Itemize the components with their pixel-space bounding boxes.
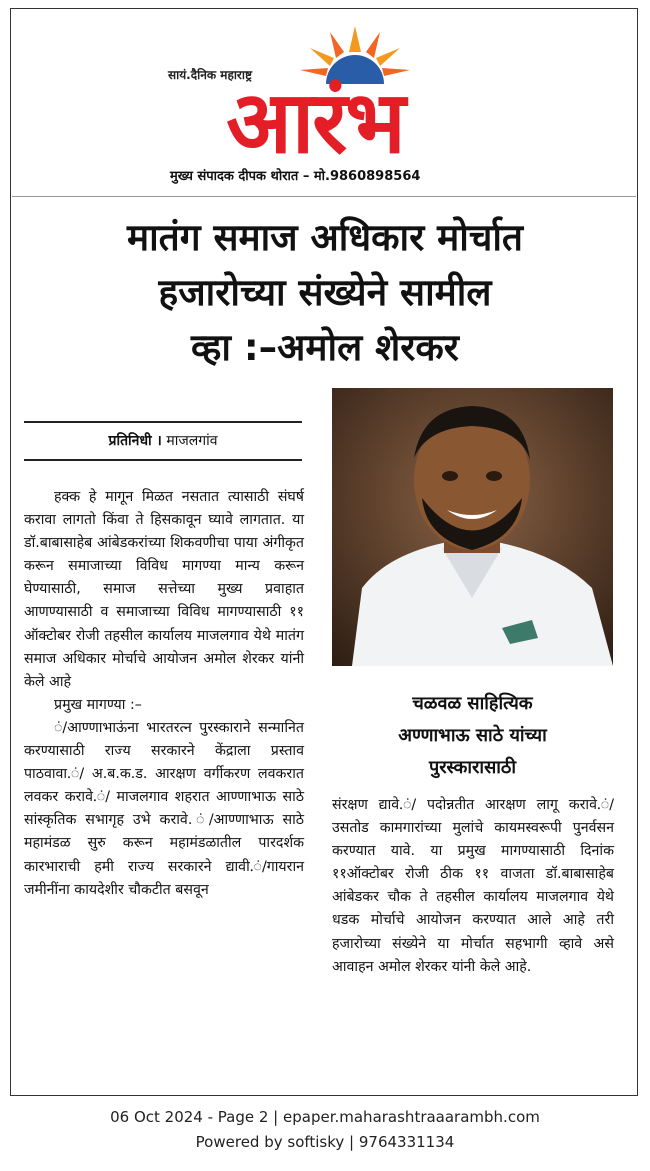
headline-line: हजारोच्या संख्येने सामील xyxy=(158,271,492,314)
byline-rule-top xyxy=(24,421,302,423)
body-paragraph: संरक्षण द्यावे.ं/ पदोन्नतीत आरक्षण लागू करावे.ं/उसतोड कामगारांच्या मुलांचे कायमस्वरूपी पुनर्वसन करण्यात यावे. या प्रमुख मागण्यासाठी दिनांक ११ऑक्टोबर रोजी ठीक ११ वाजता डॉ.बाबासाहेब आंबेडकर चौक ते तहसील कार्यालय माजलगाव येथे धडक मोर्चाचे आयोजन करण्यात आले आहे तरी हजारोच्या संख्येने या मोर्चात सहभागी व्हावे असे आवाहन अमोल शेरकर यांनी केले आहे. xyxy=(332,797,614,975)
body-paragraph: हक्क हे मागून मिळत नसतात त्यासाठी संघर्ष करावा लागतो किंवा ते हिसकावून घ्यावे लागतात. या डॉ.बाबासाहेब आंबेडकरांच्या शिकवणीचा पाया अंगीकृत करून समाजाच्या विविध मागण्या मान्य करून घेण्यासाठी, समाज सत्तेच्या मुख्य प्रवाहात आणण्यासाठी व समाजाच्या विविध मागण्यासाठी ११ ऑक्टोबर रोजी तहसील कार्यालय माजलगाव येथे मातंग समाज अधिकार मोर्चाचे आयोजन अमोल शेरकर यांनी केले आहे xyxy=(24,489,304,690)
article-photo xyxy=(332,388,613,666)
headline-line: मातंग समाज अधिकार मोर्चात xyxy=(126,216,524,259)
body-paragraph: ं/आण्णाभाऊंना भारतरत्न पुरस्काराने सन्मानित करण्यासाठी राज्य सरकारने केंद्राला प्रस्ताव पाठवावा.ं/ अ.ब.क.ड. आरक्षण वर्गीकरण लवकरात लवकर करावे.ं/ माजलगाव शहरात आण्णाभाऊ साठे सांस्कृतिक सभागृह उभे करावे. ं/आण्णाभाऊ साठे महामंडळ सुरु करून महामंडळातील पारदर्शक कारभाराची हमी राज्य सरकारने द्यावी.ं/गायरान जमीनींना कायदेशीर चौकटीत बसवून xyxy=(24,719,304,898)
byline-rule-bottom xyxy=(24,459,302,461)
headline-line: व्हा :–अमोल शेरकर xyxy=(191,326,459,369)
caption-line: अण्णाभाऊ साठे यांच्या xyxy=(398,725,547,746)
masthead-divider xyxy=(12,196,636,197)
caption-line: चळवळ साहित्यिक xyxy=(412,693,533,714)
photo-caption xyxy=(332,688,613,784)
footer-line-2: Powered by softisky | 9764331134 xyxy=(195,1133,455,1151)
byline-label: प्रतिनिधी । xyxy=(108,433,162,449)
byline xyxy=(24,431,302,450)
editor-line: मुख्य संपादक दीपक थोरात – मो.9860898564 xyxy=(170,169,421,184)
footer-line-1: 06 Oct 2024 - Page 2 | epaper.maharashtraaarambh.com xyxy=(110,1108,540,1126)
article-headline xyxy=(20,210,630,375)
masthead-tagline: सायं.दैनिक महाराष्ट्र xyxy=(168,68,252,82)
demands-heading: प्रमुख मागण्या :– xyxy=(54,696,142,713)
byline-place: माजलगांव xyxy=(166,433,218,449)
caption-line: पुरस्कारासाठी xyxy=(428,757,517,778)
article-body-right xyxy=(332,794,614,979)
article-body-left xyxy=(24,486,304,902)
brand-wordmark: आरंभ xyxy=(226,73,404,173)
person-portrait-icon xyxy=(332,388,613,666)
